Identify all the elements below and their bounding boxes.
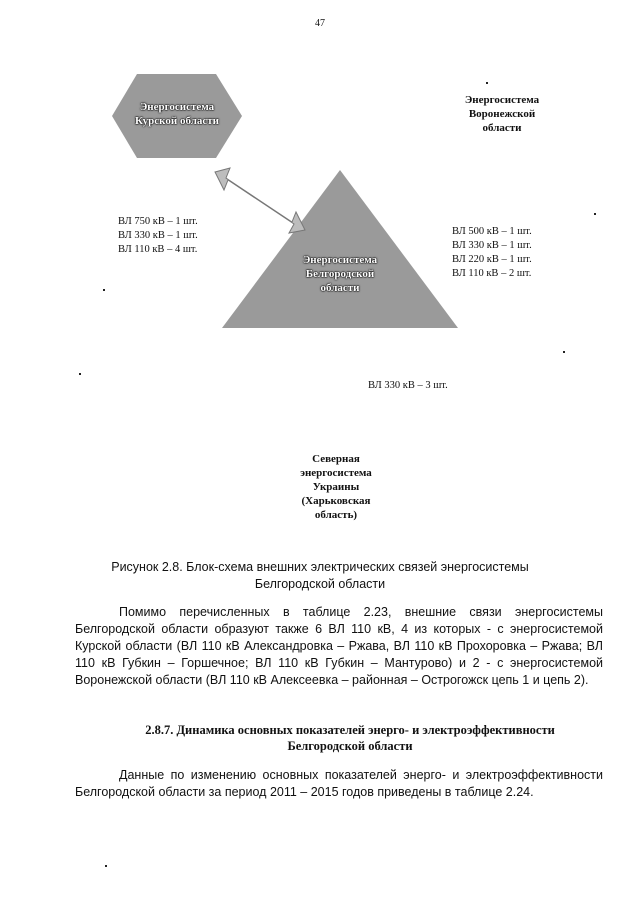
ukraine-label-line: Северная	[312, 453, 360, 465]
scan-speck	[103, 289, 105, 291]
voronezh-label-line: Воронежской	[468, 108, 536, 120]
voronezh-label-line: Энергосистема	[464, 94, 540, 106]
belgorod-label	[280, 253, 400, 295]
figure-caption	[60, 559, 580, 593]
ukraine-label-line: (Харьковская	[301, 495, 371, 507]
kursk-belgorod-arrow	[215, 168, 305, 233]
section-heading-line: 2.8.7. Динамика основных показателей энерго- и электроэффективности	[145, 723, 555, 737]
caption-line: Белгородской области	[254, 577, 386, 591]
line-item: ВЛ 220 кВ – 1 шт.	[452, 254, 532, 265]
voronezh-label-line: области	[482, 122, 522, 134]
line-item: ВЛ 750 кВ – 1 шт.	[118, 216, 198, 227]
scan-speck	[563, 351, 565, 353]
ukraine-lines-list	[368, 379, 448, 393]
kursk-label-line: Энергосистема	[139, 101, 215, 113]
line-item: ВЛ 110 кВ – 2 шт.	[452, 268, 532, 279]
kursk-label-line: Курской области	[134, 115, 219, 127]
scan-speck	[79, 373, 81, 375]
line-item: ВЛ 330 кВ – 1 шт.	[452, 240, 532, 251]
line-item: ВЛ 330 кВ – 1 шт.	[118, 230, 198, 241]
section-heading	[70, 722, 630, 754]
line-item: ВЛ 500 кВ – 1 шт.	[452, 226, 532, 237]
page-number: 47	[315, 18, 325, 29]
belgorod-label-line: Энергосистема	[302, 254, 378, 266]
section-heading-line: Белгородской области	[287, 739, 413, 753]
ukraine-label	[276, 452, 396, 522]
ukraine-label-line: Украины	[312, 481, 360, 493]
kursk-lines-list	[118, 215, 198, 257]
belgorod-triangle	[222, 170, 458, 328]
scan-speck	[594, 213, 596, 215]
scan-speck	[486, 82, 488, 84]
line-item: ВЛ 110 кВ – 4 шт.	[118, 244, 198, 255]
ukraine-label-line: область)	[314, 509, 358, 521]
paragraph-text: Данные по изменению основных показателей энерго- и электроэффективности Белгородской области за период 2011 – 2015 годов приведены в таблице 2.24.	[75, 768, 603, 799]
voronezh-label	[440, 93, 564, 135]
paragraph-text: Помимо перечисленных в таблице 2.23, внешние связи энергосистемы Белгородской области образуют также 6 ВЛ 110 кВ, 4 из которых - с энергосистемой Курской области (ВЛ 110 кВ Александровка – Ржава, ВЛ 110 кВ Прохоровка – Ржава; ВЛ 110 кВ Губкин – Горшечное; ВЛ 110 кВ Губкин – Мантурово) и 2 - с энергосистемой Воронежской области (ВЛ 110 кВ Алексеевка – районная – Острогожск цепь 1 и цепь 2).	[75, 605, 603, 687]
paragraph-external-links	[75, 604, 603, 689]
line-item: ВЛ 330 кВ – 3 шт.	[368, 380, 448, 391]
paragraph-indicators	[75, 767, 603, 801]
belgorod-label-line: Белгородской	[305, 268, 375, 280]
voronezh-lines-list	[452, 225, 532, 281]
caption-line: Рисунок 2.8. Блок-схема внешних электрических связей энергосистемы	[111, 560, 529, 574]
belgorod-label-line: области	[320, 282, 360, 294]
kursk-label	[112, 100, 242, 128]
scan-speck	[105, 865, 107, 867]
ukraine-label-line: энергосистема	[300, 467, 372, 479]
